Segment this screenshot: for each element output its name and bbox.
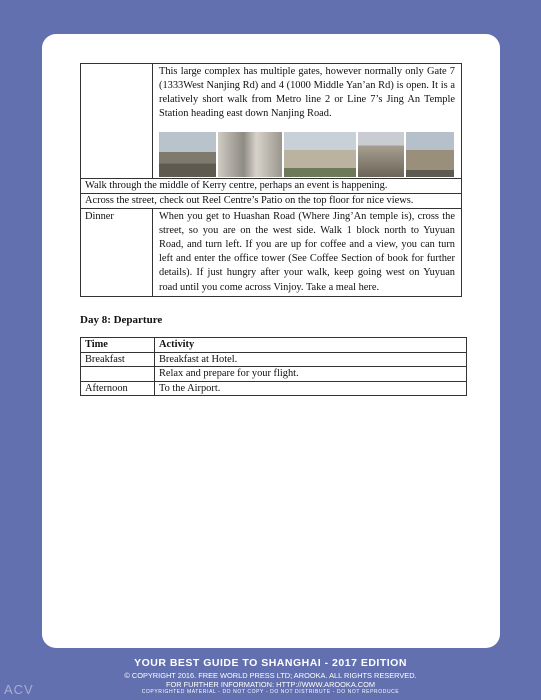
- table-row: [81, 208, 462, 296]
- watermark: ACV: [4, 682, 34, 697]
- time-cell: Breakfast: [81, 352, 155, 367]
- table-cell: Across the street, check out Reel Centre’s Patio on the top floor for nice views.: [81, 193, 462, 208]
- table-row: [81, 64, 462, 179]
- table-cell: [153, 64, 462, 179]
- table-row: [81, 193, 462, 208]
- footer-title: YOUR BEST GUIDE TO SHANGHAI - 2017 EDITION: [134, 657, 407, 669]
- col-header-activity: Activity: [155, 338, 467, 353]
- day8-table: [80, 337, 467, 396]
- table-row: [81, 352, 467, 367]
- footer-info: FOR FURTHER INFORMATION: HTTP://WWW.AROOKA.COM: [165, 680, 376, 689]
- photo-interior-hall: [218, 132, 282, 177]
- table-header-row: [81, 338, 467, 353]
- itinerary-table: [80, 63, 462, 297]
- table-row: [81, 381, 467, 396]
- col-header-time: Time: [81, 338, 155, 353]
- day8-heading: Day 8: Departure: [80, 314, 163, 326]
- photo-exhibition-centre: [159, 132, 216, 177]
- photo-building-facade: [358, 132, 404, 177]
- table-cell: Walk through the middle of Kerry centre, perhaps an event is happening.: [81, 178, 462, 193]
- table-row: [81, 367, 467, 382]
- dinner-label: Dinner: [81, 208, 153, 296]
- photo-spire-tower: [406, 132, 454, 177]
- activity-cell: To the Airport.: [155, 381, 467, 396]
- intro-text: This large complex has multiple gates, however normally only Gate 7 (1333West Nanjing Rd) and 4 (1000 Middle Yan’an Rd) is open. It is a relatively short walk from Metro line 2 or Line 7’s Jing An Temple Station heading east down Nanjing Road.: [159, 66, 455, 120]
- photo-colonnade-building: [284, 132, 356, 177]
- footer-copyright: © COPYRIGHT 2016. FREE WORLD PRESS LTD; AROOKA. ALL RIGHTS RESERVED.: [124, 671, 417, 680]
- activity-cell: Relax and prepare for your flight.: [155, 367, 467, 382]
- table-cell-empty: [81, 64, 153, 179]
- time-cell: [81, 367, 155, 382]
- table-row: [81, 178, 462, 193]
- time-cell: Afternoon: [81, 381, 155, 396]
- footer-notice: COPYRIGHTED MATERIAL - DO NOT COPY - DO NOT DISTRIBUTE - DO NOT REPRODUCE: [141, 689, 400, 695]
- activity-cell: Breakfast at Hotel.: [155, 352, 467, 367]
- dinner-text: When you get to Huashan Road (Where Jing’An temple is), cross the street, so you are on the west side. Walk 1 block north to Yuyuan Road, and turn left. If you are up for coffee and a view, you can turn left and enter the office tower (See Coffee Section of book for further details). If just hungry after your walk, keep going west on Yuyuan road until you come across Vinjoy. Take a meal here.: [153, 208, 462, 296]
- photo-strip: [159, 132, 455, 177]
